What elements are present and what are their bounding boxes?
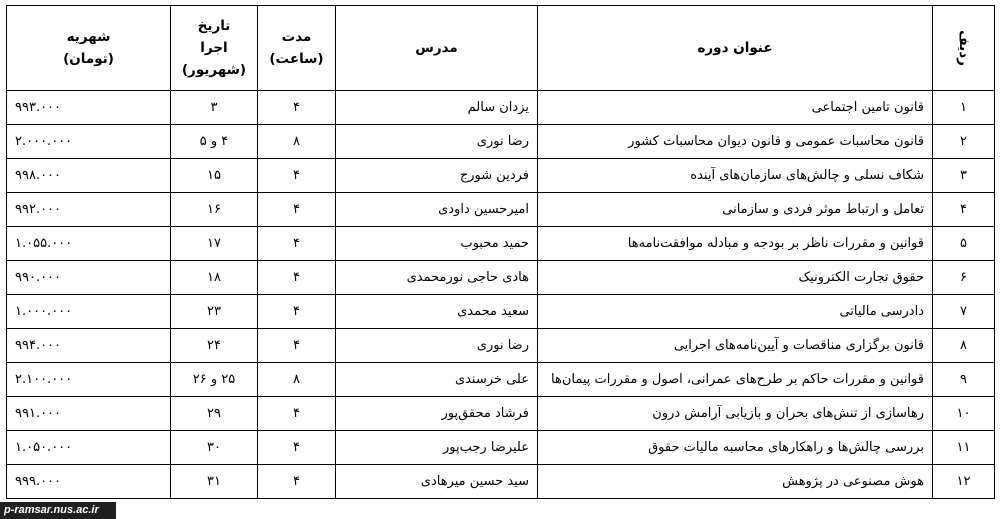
cell-course-title: قانون محاسبات عمومی و قانون دیوان محاسبات کشور [538,125,933,159]
table-row [7,295,995,329]
cell-duration: ۴ [258,261,336,295]
cell-course-title: هوش مصنوعی در پژوهش [538,465,933,499]
header-row-number: ردیف [933,6,995,91]
cell-date: ۱۵ [171,159,258,193]
table-row [7,159,995,193]
cell-row-number: ۱۰ [933,397,995,431]
cell-instructor: فرشاد محقق‌پور [336,397,538,431]
cell-instructor: رضا نوری [336,329,538,363]
cell-course-title: حقوق تجارت الکترونیک [538,261,933,295]
cell-course-title: دادرسی مالیاتی [538,295,933,329]
cell-instructor: رضا نوری [336,125,538,159]
header-date: تاریخ اجرا (شهریور) [171,6,258,91]
cell-row-number: ۱۱ [933,431,995,465]
cell-course-title: قوانین و مقررات ناظر بر بودجه و مبادله موافقت‌نامه‌ها [538,227,933,261]
cell-row-number: ۷ [933,295,995,329]
cell-course-title: شکاف نسلی و چالش‌های سازمان‌های آینده [538,159,933,193]
cell-fee: ۹۹۸.۰۰۰ [7,159,171,193]
cell-row-number: ۴ [933,193,995,227]
cell-row-number: ۲ [933,125,995,159]
header-course-title: عنوان دوره [538,6,933,91]
website-watermark: p-ramsar.nus.ac.ir [0,502,116,519]
cell-instructor: سید حسین میرهادی [336,465,538,499]
cell-date: ۳۰ [171,431,258,465]
cell-duration: ۸ [258,125,336,159]
cell-row-number: ۱۲ [933,465,995,499]
cell-duration: ۴ [258,91,336,125]
cell-fee: ۱.۰۵۰.۰۰۰ [7,431,171,465]
cell-duration: ۴ [258,329,336,363]
cell-instructor: یزدان سالم [336,91,538,125]
cell-fee: ۲.۱۰۰.۰۰۰ [7,363,171,397]
cell-duration: ۴ [258,397,336,431]
cell-fee: ۹۹۱.۰۰۰ [7,397,171,431]
cell-row-number: ۵ [933,227,995,261]
table-row [7,465,995,499]
cell-row-number: ۸ [933,329,995,363]
cell-date: ۳ [171,91,258,125]
cell-instructor: امیرحسین داودی [336,193,538,227]
cell-course-title: تعامل و ارتباط موثر فردی و سازمانی [538,193,933,227]
table-row [7,329,995,363]
cell-course-title: بررسی چالش‌ها و راهکارهای محاسبه مالیات حقوق [538,431,933,465]
table-row [7,125,995,159]
cell-course-title: رهاسازی از تنش‌های بحران و بازیابی آرامش درون [538,397,933,431]
cell-date: ۴ و ۵ [171,125,258,159]
cell-fee: ۹۹۰.۰۰۰ [7,261,171,295]
table-row [7,91,995,125]
cell-instructor: علیرضا رجب‌پور [336,431,538,465]
cell-fee: ۱.۰۰۰.۰۰۰ [7,295,171,329]
cell-fee: ۹۹۹.۰۰۰ [7,465,171,499]
cell-date: ۱۸ [171,261,258,295]
cell-duration: ۴ [258,295,336,329]
course-schedule-container [6,5,994,499]
cell-instructor: حمید محبوب [336,227,538,261]
table-row [7,227,995,261]
cell-duration: ۸ [258,363,336,397]
cell-date: ۲۳ [171,295,258,329]
cell-duration: ۴ [258,227,336,261]
table-row [7,261,995,295]
cell-course-title: قانون تامین اجتماعی [538,91,933,125]
cell-fee: ۹۹۴.۰۰۰ [7,329,171,363]
cell-row-number: ۳ [933,159,995,193]
cell-date: ۱۶ [171,193,258,227]
cell-date: ۳۱ [171,465,258,499]
course-schedule-table [6,5,995,499]
table-row [7,363,995,397]
table-row [7,193,995,227]
table-row [7,397,995,431]
cell-fee: ۱.۰۵۵.۰۰۰ [7,227,171,261]
cell-fee: ۹۹۳.۰۰۰ [7,91,171,125]
cell-duration: ۴ [258,159,336,193]
cell-course-title: قانون برگزاری مناقصات و آیین‌نامه‌های اجرایی [538,329,933,363]
table-row [7,431,995,465]
cell-duration: ۴ [258,431,336,465]
table-body [7,91,995,499]
header-fee: شهریه (تومان) [7,6,171,91]
cell-row-number: ۱ [933,91,995,125]
cell-instructor: علی خرسندی [336,363,538,397]
cell-date: ۱۷ [171,227,258,261]
cell-date: ۲۵ و ۲۶ [171,363,258,397]
cell-instructor: هادی حاجی نورمحمدی [336,261,538,295]
cell-instructor: سعید محمدی [336,295,538,329]
table-header-row [7,6,995,91]
cell-date: ۲۹ [171,397,258,431]
header-instructor: مدرس [336,6,538,91]
header-duration: مدت (ساعت) [258,6,336,91]
cell-course-title: قوانین و مقررات حاکم بر طرح‌های عمرانی، اصول و مقررات پیمان‌ها [538,363,933,397]
cell-date: ۲۴ [171,329,258,363]
cell-fee: ۹۹۲.۰۰۰ [7,193,171,227]
cell-row-number: ۶ [933,261,995,295]
cell-duration: ۴ [258,465,336,499]
cell-row-number: ۹ [933,363,995,397]
cell-duration: ۴ [258,193,336,227]
cell-instructor: فردین شورج [336,159,538,193]
cell-fee: ۲.۰۰۰.۰۰۰ [7,125,171,159]
